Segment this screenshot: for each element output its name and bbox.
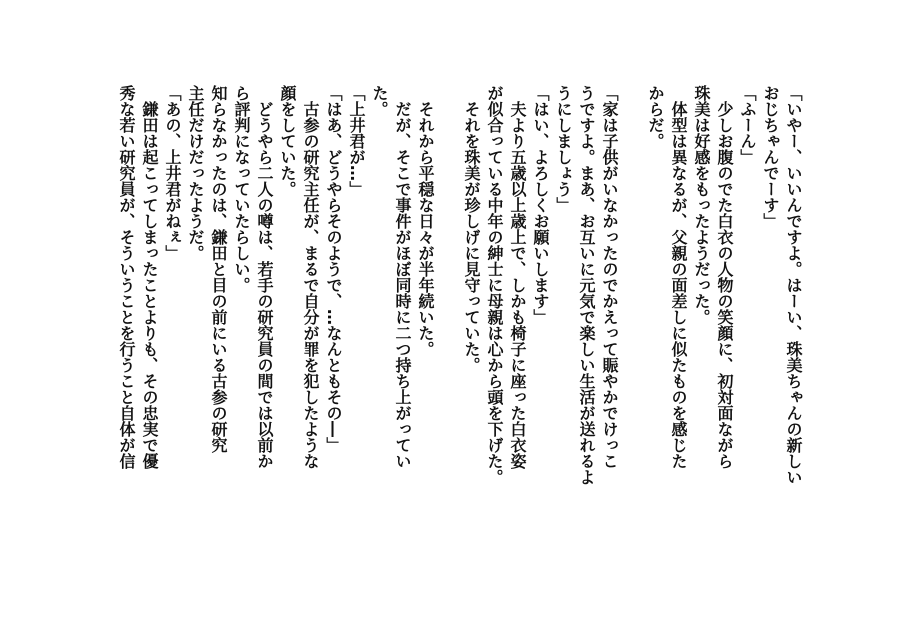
text-line: どうやら二人の噂は、若手の研究員の間では以前か [255,85,274,469]
text-line: それを珠美が珍しげに見守っていた。 [462,85,481,373]
text-line: 少しお腹のでた白衣の人物の笑顔に、初対面ながら [715,85,734,469]
text-line: 「ふーん」 [738,85,757,165]
text-line: 珠美は好感をもったようだった。 [692,85,711,325]
text-line: 「はあ、どうやらそのようで、…なんともその―」 [324,85,343,453]
text-line: 古参の研究主任が、まるで自分が罪を犯したような [301,85,320,469]
text-line: ら評判になっていたらしい。 [232,85,251,293]
text-line: 鎌田は起こってしまったことよりも、その忠実で優 [140,85,159,469]
text-line: からだ。 [646,85,665,149]
text-line: 顔をしていた。 [278,85,297,197]
vertical-text-body [115,85,805,565]
text-line: 知らなかったのは、鎌田と目の前にいる古参の研究 [209,85,228,453]
text-line: だが、そこで事件がほぼ同時に二つ持ち上がってい [393,85,412,469]
text-line: 「上井君が…」 [347,85,366,197]
text-line: 秀な若い研究員が、そういうことを行うこと自体が信 [117,85,136,469]
text-line: おじちゃんでーす」 [761,85,780,229]
text-line: 「いやー、いいんですよ。はーい、珠美ちゃんの新しい [784,85,803,485]
text-line: た。 [370,85,389,117]
text-line: が似合っている中年の紳士に母親は心から頭を下げた。 [485,85,504,485]
text-line: うですよ。まあ、お互いに元気で楽しい生活が送れるよ [577,85,596,485]
text-line: 「はい、よろしくお願いします」 [531,85,550,325]
text-line: 夫より五歳以上歳上で、しかも椅子に座った白衣姿 [508,85,527,469]
text-line: 体型は異なるが、父親の面差しに似たものを感じた [669,85,688,469]
text-line: 「家は子供がいなかったのでかえって賑やかでけっこ [600,85,619,469]
paragraph-spacer [437,85,460,565]
text-line: 「あの、上井君がねぇ」 [163,85,182,261]
text-line: それから平穏な日々が半年続いた。 [416,85,435,357]
paragraph-spacer [621,85,644,565]
text-line: うにしましょう」 [554,85,573,213]
text-line: 主任だけだったようだ。 [186,85,205,261]
